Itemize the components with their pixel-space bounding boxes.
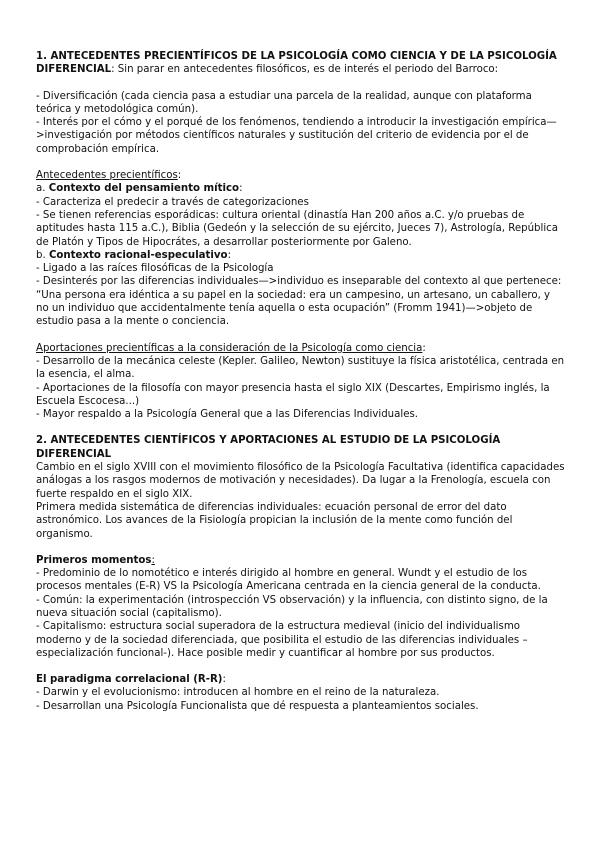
- section2-heading: 2. ANTECEDENTES CIENTÍFICOS Y APORTACIONES AL ESTUDIO DE LA PSICOLOGÍA DIFERENCIAL: [36, 435, 501, 460]
- list-marker: a.: [36, 183, 49, 195]
- spacer: [36, 77, 566, 90]
- list-marker: b.: [36, 249, 49, 261]
- paradigma-title: El paradigma correlacional (R-R): [36, 674, 223, 686]
- colon: :: [239, 183, 243, 195]
- context-a-heading: [36, 182, 566, 195]
- section1-bullet: - Interés por el cómo y el porqué de los fenómenos, tendiendo a introducir la investigación empírica—>investigación por métodos científicos naturales y sustitución del criterio de evidencia por el de comprobación empírica.: [36, 117, 557, 155]
- context-b-item: - Ligado a las raíces filosóficas de la Psicología: [36, 263, 274, 275]
- section2-heading-paragraph: [36, 434, 566, 461]
- colon: :: [422, 342, 426, 354]
- section1-heading: 1. ANTECEDENTES PRECIENTÍFICOS DE LA PSICOLOGÍA COMO CIENCIA Y DE LA PSICOLOGÍA DIFERENCIAL: [36, 51, 557, 76]
- section1-bullet: - Diversificación (cada ciencia pasa a estudiar una parcela de la realidad, aunque con plataforma teórica y metodológica común).: [36, 90, 532, 115]
- colon: :: [222, 674, 226, 686]
- section1-intro: : Sin parar en antecedentes filosóficos, es de interés el periodo del Barroco:: [111, 64, 499, 76]
- section2-paragraph: Primera medida sistemática de diferencias individuales: ecuación personal de error del dato astronómico. Los avances de la Fisiología propician la inclusión de la mente como función del organismo.: [36, 501, 513, 540]
- paradigma-title-paragraph: [36, 673, 566, 686]
- context-b-title: Contexto racional-especulativo: [48, 249, 228, 261]
- precientificos-title-paragraph: [36, 169, 566, 182]
- spacer: [36, 421, 566, 434]
- colon: :: [151, 554, 155, 566]
- aportaciones-title-paragraph: [36, 342, 566, 355]
- spacer: [36, 329, 566, 342]
- colon: :: [227, 249, 231, 261]
- colon: :: [177, 170, 182, 182]
- section1-heading-paragraph: [36, 50, 566, 77]
- precientificos-title: Antecedentes precientíficos: [36, 170, 178, 182]
- aportaciones-item: - Aportaciones de la filosofía con mayor presencia hasta el siglo XIX (Descartes, Empirismo inglés, la Escuela Escocesa...): [36, 382, 550, 407]
- context-a-item: - Se tienen referencias esporádicas: cultura oriental (dinastía Han 200 años a.C. y/o pruebas de aptitudes hasta 115 a.C.), Biblia (Gedeón y la selección de su ejército, Jueces 7), Astrología, República de Platón y Tipos de Hipocrátes, a desarrollar posteriormente por Galeno.: [36, 209, 559, 248]
- aportaciones-item: - Desarrollo de la mecánica celeste (Kepler. Galileo, Newton) sustituye la física aristotélica, centrada en la esencia, el alma.: [36, 355, 565, 381]
- paradigma-item: - Darwin y el evolucionismo: introducen al hombre en el reino de la naturaleza.: [36, 687, 440, 699]
- aportaciones-item: - Mayor respaldo a la Psicología General que a las Diferencias Individuales.: [36, 409, 419, 421]
- context-b-item: - Desinterés por las diferencias individuales—>individuo es inseparable del contexto al que pertenece: “Una persona era idéntica a su papel en la sociedad: era un campesino, un artesano, un caballero, y no un individuo que accidentalmente tenía aquella o esta ocupación” (Fromm 1941)—>objeto de estudio pasa a la mente o conciencia.: [36, 276, 562, 328]
- document-page: [36, 50, 566, 713]
- spacer: [36, 156, 566, 169]
- context-a-item: - Caracteriza el predecir a través de categorizaciones: [36, 196, 309, 208]
- context-a-title: Contexto del pensamiento mítico: [48, 183, 240, 195]
- aportaciones-title: Aportaciones precientíficas a la consideración de la Psicología como ciencia: [36, 342, 423, 354]
- paradigma-item: - Desarrollan una Psicología Funcionalista que dé respuesta a planteamientos sociales.: [36, 700, 479, 712]
- context-b-heading: [36, 249, 566, 262]
- primeros-item: - Capitalismo: estructura social superadora de la estructura medieval (inicio del individualismo moderno y de la sociedad diferenciada, que posibilita el estudio de las diferencias individuales –especialización funcional-). Hace posible medir y cuantificar al hombre por sus productos.: [36, 621, 528, 659]
- primeros-item: - Común: la experimentación (introspección VS observación) y la influencia, con distinto signo, de la nueva situación social (capitalismo).: [36, 594, 548, 619]
- section2-paragraph: Cambio en el siglo XVIII con el movimiento filosófico de la Psicología Facultativa (identifica capacidades análogas a los rasgos modernos de motivación y necesidades). Da lugar a la Frenología, escuela con fuerte respaldo en el siglo XIX.: [36, 462, 565, 500]
- primeros-item: - Predominio de lo nomotético e interés dirigido al hombre en general. Wundt y el estudio de los procesos mentales (E-R) VS la Psicología Americana centrada en la ciencia general de la conducta.: [36, 568, 541, 593]
- primeros-title: Primeros momentos: [36, 554, 152, 566]
- primeros-title-paragraph: [36, 554, 566, 567]
- spacer: [36, 541, 566, 554]
- spacer: [36, 660, 566, 673]
